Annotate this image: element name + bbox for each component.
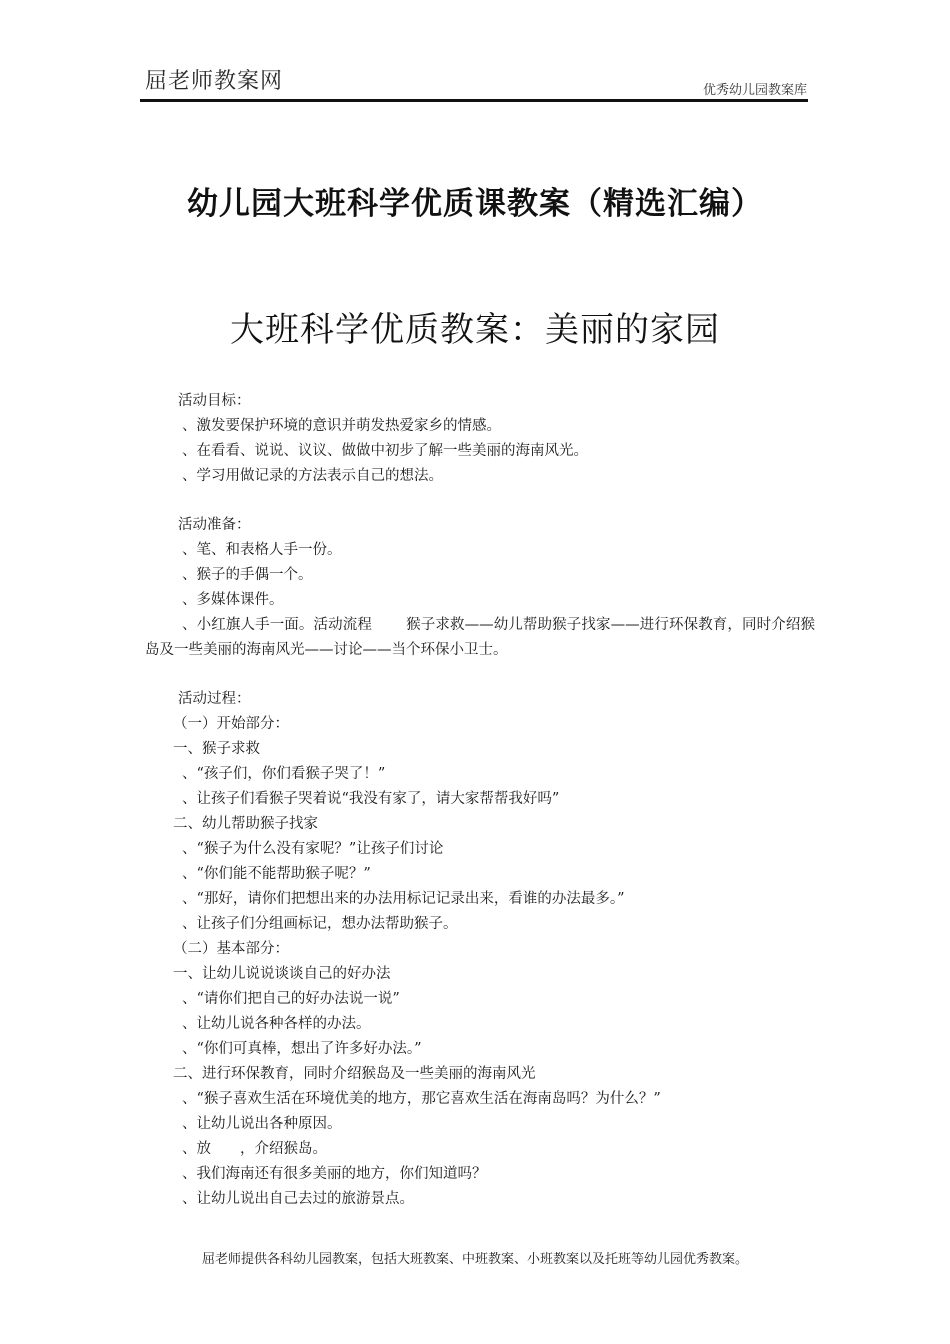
step-item: 、“你们能不能帮助猴子呢？” bbox=[182, 866, 371, 882]
step-item: 、让孩子们看猴子哭着说“我没有家了，请大家帮帮我好吗” bbox=[182, 791, 560, 807]
step-item: 、让幼儿说各种各样的办法。 bbox=[182, 1016, 371, 1032]
activity-flow: 猴子求救——幼儿帮助猴子找家——进行环保教育，同时介绍猴岛及一些美丽的海南风光——讨论——当个环保小卫士。 bbox=[145, 617, 815, 658]
lesson-title: 大班科学优质教案：美丽的家园 bbox=[230, 310, 720, 350]
step-item: 、“猴子为什么没有家呢？”让孩子们讨论 bbox=[182, 841, 444, 857]
step-title: 一、猴子求救 bbox=[173, 741, 260, 757]
prep-item: 、多媒体课件。 bbox=[182, 592, 284, 608]
prep-last-item: 、小红旗人手一面。活动流程 bbox=[182, 617, 372, 633]
step-item: 、让孩子们分组画标记，想办法帮助猴子。 bbox=[182, 916, 458, 932]
header-divider bbox=[140, 99, 808, 102]
document-title: 幼儿园大班科学优质课教案（精选汇编） bbox=[187, 186, 763, 222]
step-item: 、“孩子们，你们看猴子哭了！” bbox=[182, 766, 386, 782]
step-item: 、“请你们把自己的好办法说一说” bbox=[182, 991, 400, 1007]
step-item: 、“你们可真棒，想出了许多好办法。” bbox=[182, 1041, 422, 1057]
goals-heading: 活动目标： bbox=[178, 393, 251, 409]
step-title: 二、进行环保教育，同时介绍猴岛及一些美丽的海南风光 bbox=[173, 1066, 536, 1082]
step-item: 、“猴子喜欢生活在环境优美的地方，那它喜欢生活在海南岛吗？为什么？” bbox=[182, 1091, 661, 1107]
step-title: 一、让幼儿说说谈谈自己的好办法 bbox=[173, 966, 391, 982]
step-item: 、让幼儿说出自己去过的旅游景点。 bbox=[182, 1191, 414, 1207]
lesson-body bbox=[145, 389, 815, 1212]
process-heading: 活动过程： bbox=[178, 691, 251, 707]
goal-item: 、激发要保护环境的意识并萌发热爱家乡的情感。 bbox=[182, 418, 501, 434]
prep-item: 、笔、和表格人手一份。 bbox=[182, 542, 342, 558]
step-item: 、“那好，请你们把想出来的办法用标记记录出来，看谁的办法最多。” bbox=[182, 891, 625, 907]
goal-item: 、学习用做记录的方法表示自己的想法。 bbox=[182, 468, 443, 484]
site-name: 屈老师教案网 bbox=[145, 69, 284, 94]
part-heading: （一）开始部分： bbox=[173, 716, 289, 732]
step-title: 二、幼儿帮助猴子找家 bbox=[173, 816, 318, 832]
page-footer: 屈老师提供各科幼儿园教案，包括大班教案、中班教案、小班教案以及托班等幼儿园优秀教案。 bbox=[201, 1252, 748, 1267]
step-item: 、放 ，介绍猴岛。 bbox=[182, 1141, 327, 1157]
goal-item: 、在看看、说说、议议、做做中初步了解一些美丽的海南风光。 bbox=[182, 443, 588, 459]
prep-heading: 活动准备： bbox=[178, 517, 251, 533]
library-name: 优秀幼儿园教案库 bbox=[702, 83, 807, 98]
step-item: 、让幼儿说出各种原因。 bbox=[182, 1116, 342, 1132]
prep-item: 、猴子的手偶一个。 bbox=[182, 567, 313, 583]
part-heading: （二）基本部分： bbox=[173, 941, 289, 957]
prep-item-flow bbox=[145, 613, 815, 663]
step-item: 、我们海南还有很多美丽的地方，你们知道吗？ bbox=[182, 1166, 487, 1182]
